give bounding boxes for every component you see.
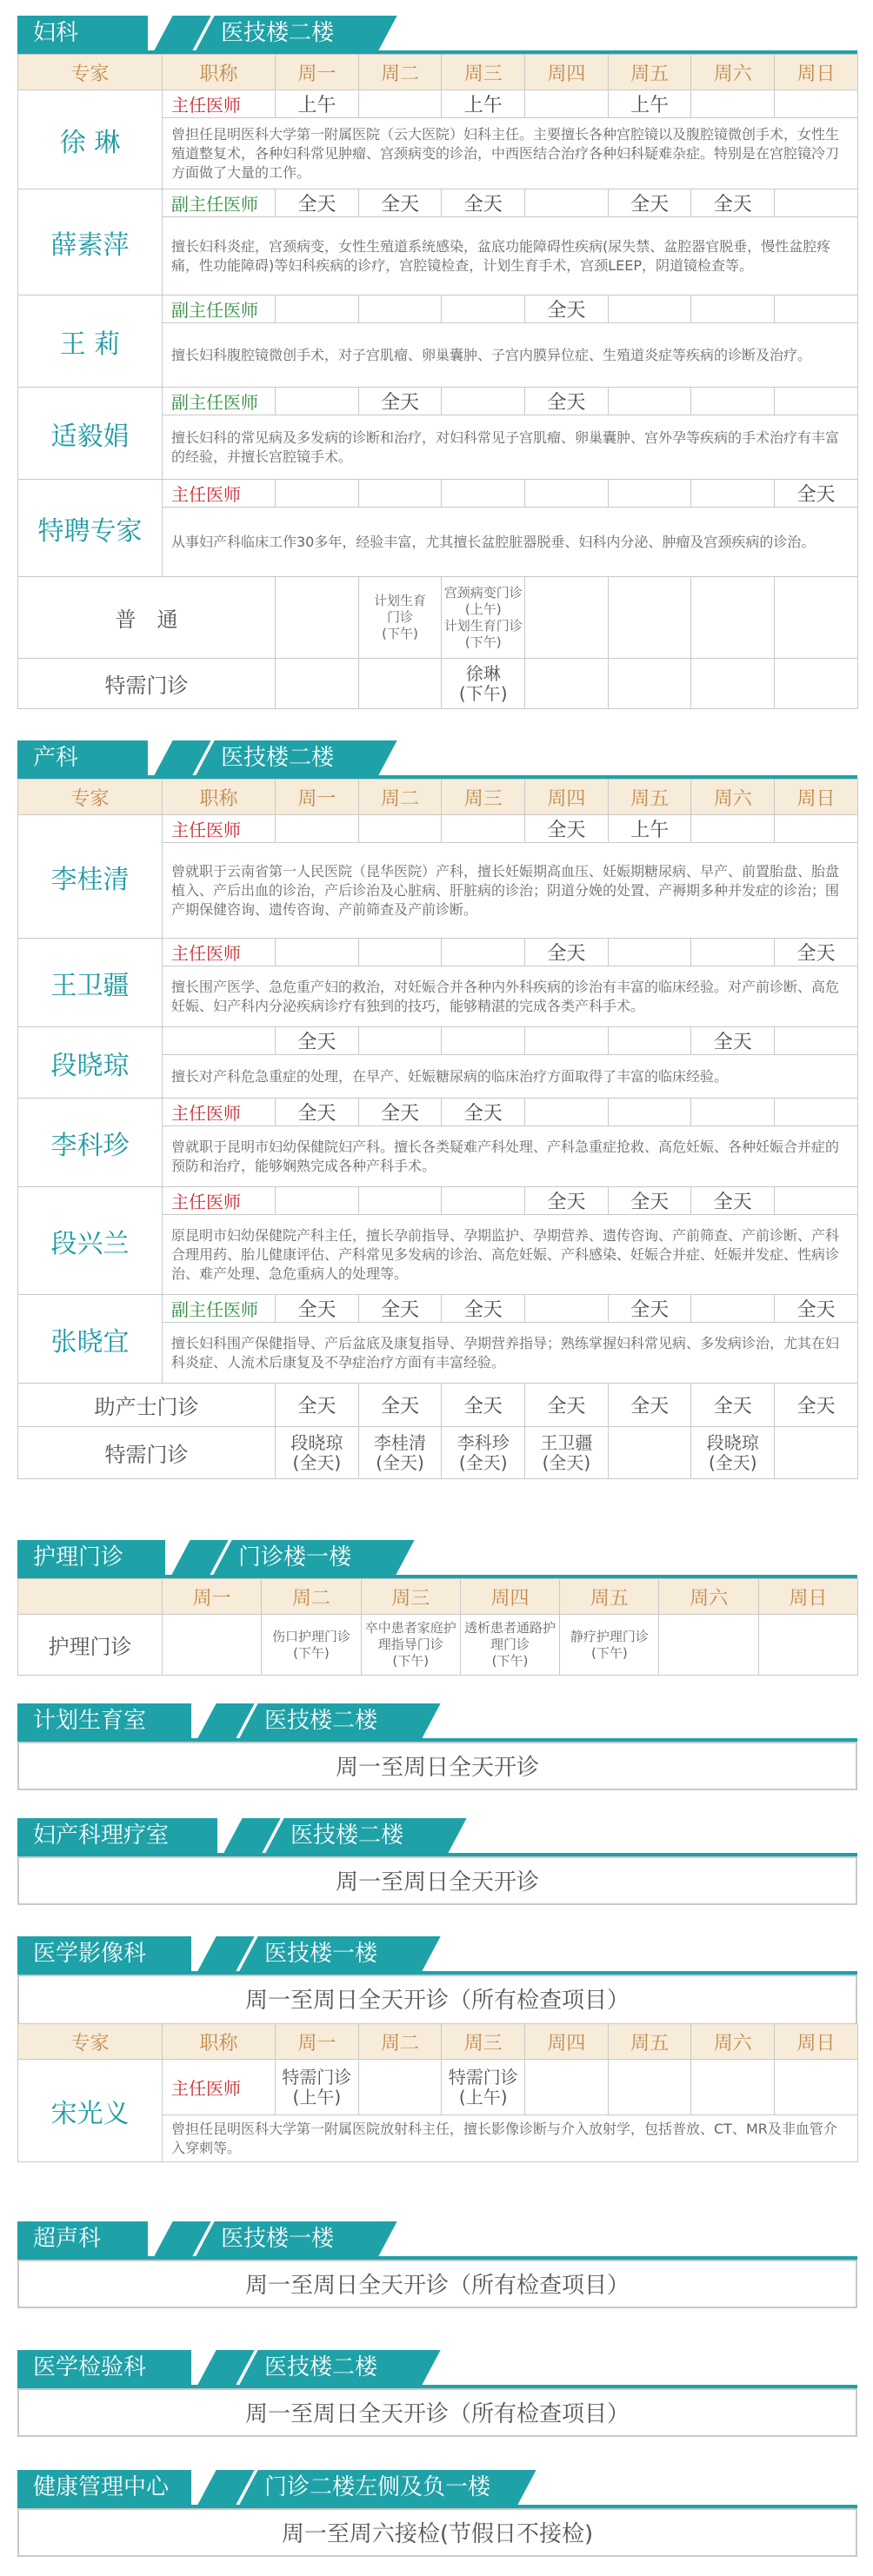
table-cell	[691, 577, 775, 659]
table-cell: 全天	[442, 1295, 525, 1323]
table-row	[18, 939, 858, 966]
section-location: 医技楼一楼	[196, 2221, 397, 2256]
doctor-title: 主任医师	[163, 1099, 276, 1126]
doctor-title: 副主任医师	[163, 1295, 276, 1323]
table-cell	[525, 90, 609, 118]
table-cell	[358, 295, 442, 323]
table-cell: 段晓琼 (全天)	[691, 1427, 775, 1479]
table-cell: 专家	[18, 2024, 163, 2060]
table-cell: 全天	[691, 1384, 775, 1427]
doctor-name: 段兴兰	[18, 1187, 163, 1295]
table-row	[18, 659, 858, 709]
table-cell	[608, 295, 691, 323]
table-cell: 全天	[525, 1384, 609, 1427]
table-cell: 职称	[163, 2024, 276, 2060]
table-cell: 全天	[525, 295, 609, 323]
table-cell: 周五	[608, 55, 691, 90]
table-cell	[442, 295, 525, 323]
doctor-description: 擅长妇科炎症，宫颈病变，女性生殖道系统感染，盆底功能障碍性疾病(尿失禁、盆腔器官脱垂，慢性盆腔疼痛，性功能障碍)等妇科疾病的诊疗，宫腔镜检查，计划生育手术，宫颈LEEP，阴道镜检查等。	[163, 217, 858, 295]
table-cell: 全天	[358, 388, 442, 415]
table-row	[18, 1027, 858, 1055]
section-title: 医学影像科	[17, 1936, 191, 1971]
section-title: 妇产科理疗室	[17, 1818, 217, 1853]
table-cell	[758, 1615, 857, 1676]
section-laboratory	[17, 2350, 857, 2437]
table-cell: 全天	[525, 388, 609, 415]
table-cell: 段晓琼 (全天)	[276, 1427, 359, 1479]
table-header-row	[18, 1579, 858, 1615]
special-clinic-label: 特需门诊	[18, 1427, 276, 1479]
table-cell: 李科珍 (全天)	[442, 1427, 525, 1479]
table-cell	[358, 1027, 442, 1055]
table-cell	[276, 815, 359, 843]
table-cell	[659, 1615, 758, 1676]
table-cell: 周五	[560, 1579, 659, 1615]
section-title: 产科	[17, 740, 148, 775]
table-cell	[775, 1187, 858, 1215]
section-location: 门诊楼一楼	[213, 1540, 414, 1575]
table-cell: 全天	[358, 1099, 442, 1126]
doctor-name: 李桂清	[18, 815, 163, 939]
doctor-description: 擅长妇科围产保健指导、产后盆底及康复指导、孕期营养指导；熟练掌握妇科常见病、多发病诊治，尤其在妇科炎症、人流术后康复及不孕症治疗方面有丰富经验。	[163, 1323, 858, 1384]
doctor-title: 主任医师	[163, 939, 276, 966]
table-cell	[775, 388, 858, 415]
table-cell: 全天	[276, 1099, 359, 1126]
table-cell	[608, 1027, 691, 1055]
doctor-title: 主任医师	[163, 480, 276, 508]
table-cell	[525, 1099, 609, 1126]
gynecology-schedule-table	[17, 54, 858, 709]
section-imaging	[17, 1936, 857, 2162]
table-row	[18, 480, 858, 508]
table-cell: 全天	[775, 480, 858, 508]
table-cell: 全天	[276, 1295, 359, 1323]
table-cell	[691, 939, 775, 966]
table-cell: 全天	[442, 1384, 525, 1427]
table-cell	[276, 480, 359, 508]
table-cell	[691, 295, 775, 323]
section-gynecology	[17, 16, 857, 709]
table-cell	[691, 815, 775, 843]
table-cell	[358, 2060, 442, 2115]
section-title: 健康管理中心	[17, 2470, 191, 2505]
section-location: 医技楼一楼	[239, 1936, 440, 1971]
table-row	[18, 577, 858, 659]
opening-hours: 周一至周日全天开诊	[17, 1742, 857, 1790]
midwife-clinic-label: 助产士门诊	[18, 1384, 276, 1427]
table-cell	[775, 1027, 858, 1055]
table-cell	[525, 577, 609, 659]
table-cell	[525, 1295, 609, 1323]
table-cell	[358, 815, 442, 843]
table-cell: 全天	[691, 1187, 775, 1215]
doctor-title: 主任医师	[163, 1187, 276, 1215]
table-cell	[276, 939, 359, 966]
table-row	[18, 189, 858, 217]
table-cell: 周一	[163, 1579, 262, 1615]
table-cell	[775, 90, 858, 118]
table-cell	[691, 659, 775, 709]
table-cell: 周日	[775, 780, 858, 815]
table-cell	[775, 295, 858, 323]
doctor-description: 曾就职于云南省第一人民医院（昆华医院）产科，擅长妊娠期高血压、妊娠期糖尿病、早产、前置胎盘、胎盘植入、产后出血的诊治，产后诊治及心脏病、肝脏病的诊治；阴道分娩的处置、产褥期多种并发症的诊治；围产期保健咨询、遗传咨询、产前筛查及产前诊断。	[163, 843, 858, 939]
table-cell	[608, 1427, 691, 1479]
table-cell: 全天	[525, 1187, 609, 1215]
table-cell	[358, 90, 442, 118]
table-cell: 全天	[276, 1027, 359, 1055]
doctor-description: 擅长围产医学、急危重产妇的救治，对妊娠合并各种内外科疾病的诊治有丰富的临床经验。对产前诊断、高危妊娠、妇产科内分泌疾病诊疗有独到的技巧，能够精湛的完成各类产科手术。	[163, 966, 858, 1027]
table-cell: 周五	[608, 780, 691, 815]
doctor-name: 王 莉	[18, 295, 163, 388]
table-cell	[525, 659, 609, 709]
table-cell	[442, 1187, 525, 1215]
opening-hours: 周一至周日全天开诊（所有检查项目）	[17, 2260, 857, 2308]
table-cell	[691, 1295, 775, 1323]
table-cell: 静疗护理门诊 (下午)	[560, 1615, 659, 1676]
table-cell: 全天	[525, 939, 609, 966]
table-cell	[18, 1579, 163, 1615]
table-cell	[525, 2060, 609, 2115]
table-cell: 周一	[276, 780, 359, 815]
table-cell: 周三	[442, 780, 525, 815]
doctor-title: 副主任医师	[163, 388, 276, 415]
table-cell: 周日	[775, 2024, 858, 2060]
table-cell: 专家	[18, 780, 163, 815]
doctor-name: 李科珍	[18, 1099, 163, 1187]
doctor-description: 曾就职于昆明市妇幼保健院妇产科。擅长各类疑难产科处理、产科急重症抢救、高危妊娠、各种妊娠合并症的预防和治疗，能够娴熟完成各种产科手术。	[163, 1126, 858, 1187]
table-cell: 全天	[276, 1384, 359, 1427]
table-cell: 周五	[608, 2024, 691, 2060]
doctor-name: 张晓宜	[18, 1295, 163, 1384]
general-clinic-label: 普 通	[18, 577, 276, 659]
table-cell: 计划生育 门诊 (下午)	[358, 577, 442, 659]
section-location: 医技楼二楼	[239, 1703, 440, 1738]
table-cell: 全天	[775, 1384, 858, 1427]
table-cell: 全天	[608, 189, 691, 217]
table-cell: 全天	[276, 189, 359, 217]
table-cell	[775, 189, 858, 217]
section-location: 医技楼二楼	[196, 740, 397, 775]
table-cell: 职称	[163, 780, 276, 815]
table-header-row	[18, 780, 858, 815]
opening-hours: 周一至周六接检(节假日不接检)	[17, 2508, 857, 2557]
doctor-description: 曾担任昆明医科大学第一附属医院放射科主任，擅长影像诊断与介入放射学，包括普放、CT、MR及非血管介入穿刺等。	[163, 2115, 858, 2162]
table-cell	[691, 388, 775, 415]
section-nursing	[17, 1540, 857, 1676]
table-cell: 周六	[691, 55, 775, 90]
section-location: 医技楼二楼	[196, 16, 397, 50]
table-cell	[276, 295, 359, 323]
section-title: 超声科	[17, 2221, 148, 2256]
table-cell: 上午	[276, 90, 359, 118]
section-title: 计划生育室	[17, 1703, 191, 1738]
doctor-description: 擅长对产科危急重症的处理，在早产、妊娠糖尿病的临床治疗方面取得了丰富的临床经验。	[163, 1055, 858, 1099]
table-cell: 周三	[442, 55, 525, 90]
table-cell: 全天	[775, 1295, 858, 1323]
nursing-clinic-label: 护理门诊	[18, 1615, 163, 1676]
table-cell: 全天	[442, 189, 525, 217]
table-cell: 周三	[361, 1579, 460, 1615]
table-cell: 周二	[262, 1579, 361, 1615]
table-row	[18, 1295, 858, 1323]
table-cell	[775, 2060, 858, 2115]
table-cell: 特需门诊 (上午)	[442, 2060, 525, 2115]
table-cell	[775, 1427, 858, 1479]
table-cell	[691, 2060, 775, 2115]
table-cell: 李桂清 (全天)	[358, 1427, 442, 1479]
table-header-row	[18, 55, 858, 90]
table-cell: 职称	[163, 55, 276, 90]
doctor-description: 原昆明市妇幼保健院产科主任，擅长孕前指导、孕期监护、孕期营养、遗传咨询、产前筛查、产前诊断、产科合理用药、胎儿健康评估、产科常见多发病的诊治、高危妊娠、产科感染、妊娠合并症、妊娠并发症、性病诊治、难产处理、急危重病人的处理等。	[163, 1215, 858, 1295]
table-cell	[276, 577, 359, 659]
table-row	[18, 1427, 858, 1479]
table-cell	[358, 659, 442, 709]
table-cell	[358, 939, 442, 966]
table-cell: 全天	[775, 939, 858, 966]
doctor-title: 主任医师	[163, 815, 276, 843]
table-cell	[525, 1027, 609, 1055]
opening-hours: 周一至周日全天开诊	[17, 1856, 857, 1905]
section-obstetrics	[17, 740, 857, 1479]
table-row	[18, 1615, 858, 1676]
section-title: 护理门诊	[17, 1540, 165, 1575]
table-cell	[608, 659, 691, 709]
table-cell	[442, 1027, 525, 1055]
table-cell: 周日	[775, 55, 858, 90]
doctor-title: 主任医师	[163, 90, 276, 118]
table-cell: 伤口护理门诊 (下午)	[262, 1615, 361, 1676]
table-row	[18, 388, 858, 415]
table-cell	[775, 659, 858, 709]
table-cell: 周四	[525, 2024, 609, 2060]
section-health-management	[17, 2470, 857, 2557]
doctor-description: 曾担任昆明医科大学第一附属医院（云大医院）妇科主任。主要擅长各种宫腔镜以及腹腔镜微创手术，女性生殖道整复术，各种妇科常见肿瘤、宫颈病变的诊治，中西医结合治疗各种妇科疑难杂症。特别是在宫腔镜冷刀方面做了大量的工作。	[163, 118, 858, 189]
table-cell: 周二	[358, 2024, 442, 2060]
table-cell: 特需门诊 (上午)	[276, 2060, 359, 2115]
table-cell: 宫颈病变门诊 (上午) 计划生育门诊 (下午)	[442, 577, 525, 659]
table-cell: 全天	[608, 1295, 691, 1323]
table-cell: 全天	[608, 1187, 691, 1215]
table-cell: 周四	[525, 780, 609, 815]
table-cell: 徐琳 (下午)	[442, 659, 525, 709]
table-row	[18, 90, 858, 118]
table-cell: 周日	[758, 1579, 857, 1615]
obstetrics-schedule-table	[17, 779, 858, 1479]
table-cell: 全天	[691, 1027, 775, 1055]
table-cell	[358, 480, 442, 508]
table-cell: 周六	[659, 1579, 758, 1615]
doctor-name: 徐 琳	[18, 90, 163, 189]
section-title: 妇科	[17, 16, 148, 50]
table-cell: 上午	[442, 90, 525, 118]
table-cell	[442, 480, 525, 508]
doctor-title: 副主任医师	[163, 295, 276, 323]
table-cell: 周一	[276, 55, 359, 90]
table-cell	[691, 90, 775, 118]
doctor-title: 副主任医师	[163, 189, 276, 217]
table-cell: 透析患者通路护理门诊 (下午)	[460, 1615, 559, 1676]
table-cell	[775, 815, 858, 843]
table-cell: 王卫疆 (全天)	[525, 1427, 609, 1479]
table-cell	[276, 659, 359, 709]
table-cell	[276, 388, 359, 415]
table-row	[18, 1099, 858, 1126]
section-title: 医学检验科	[17, 2350, 191, 2385]
table-cell	[608, 939, 691, 966]
section-therapy	[17, 1818, 857, 1905]
table-cell: 周四	[525, 55, 609, 90]
table-cell: 全天	[358, 1295, 442, 1323]
doctor-name: 特聘专家	[18, 480, 163, 577]
nursing-schedule-table	[17, 1578, 858, 1676]
table-row	[18, 815, 858, 843]
table-cell: 周一	[276, 2024, 359, 2060]
table-cell	[691, 480, 775, 508]
section-ultrasound	[17, 2221, 857, 2308]
section-location: 医技楼二楼	[239, 2350, 440, 2385]
table-cell	[442, 815, 525, 843]
doctor-description: 擅长妇科的常见病及多发病的诊断和治疗，对妇科常见子宫肌瘤、卵巢囊肿、宫外孕等疾病的手术治疗有丰富的经验，并擅长宫腔镜手术。	[163, 415, 858, 480]
table-cell	[608, 388, 691, 415]
table-cell	[775, 1099, 858, 1126]
table-row	[18, 2060, 858, 2115]
doctor-name: 薛素萍	[18, 189, 163, 295]
doctor-title	[163, 1027, 276, 1055]
opening-hours: 周一至周日全天开诊（所有检查项目）	[17, 1975, 857, 2023]
table-cell: 专家	[18, 55, 163, 90]
table-row	[18, 295, 858, 323]
table-cell: 全天	[691, 189, 775, 217]
table-header-row	[18, 2024, 858, 2060]
table-cell	[608, 2060, 691, 2115]
table-cell: 全天	[358, 189, 442, 217]
table-cell: 卒中患者家庭护理指导门诊 (下午)	[361, 1615, 460, 1676]
doctor-name: 段晓琼	[18, 1027, 163, 1099]
special-clinic-label: 特需门诊	[18, 659, 276, 709]
table-cell	[608, 577, 691, 659]
doctor-name: 适毅娟	[18, 388, 163, 480]
doctor-name: 王卫疆	[18, 939, 163, 1027]
doctor-name: 宋光义	[18, 2060, 163, 2162]
table-cell	[608, 480, 691, 508]
table-cell	[691, 1099, 775, 1126]
table-cell	[525, 480, 609, 508]
doctor-description: 擅长妇科腹腔镜微创手术，对子宫肌瘤、卵巢囊肿、子宫内膜异位症、生殖道炎症等疾病的诊断及治疗。	[163, 323, 858, 388]
table-cell	[442, 388, 525, 415]
table-cell: 周四	[460, 1579, 559, 1615]
table-row	[18, 1187, 858, 1215]
table-cell	[276, 1187, 359, 1215]
table-cell: 上午	[608, 815, 691, 843]
section-location: 门诊二楼左侧及负一楼	[239, 2470, 536, 2505]
table-cell: 全天	[608, 1384, 691, 1427]
section-family-planning	[17, 1703, 857, 1790]
opening-hours: 周一至周日全天开诊（所有检查项目）	[17, 2388, 857, 2437]
table-cell: 周二	[358, 780, 442, 815]
section-location: 医技楼二楼	[265, 1818, 466, 1853]
imaging-schedule-table	[17, 2023, 858, 2162]
table-row	[18, 1384, 858, 1427]
table-cell: 周二	[358, 55, 442, 90]
table-cell	[525, 189, 609, 217]
doctor-description: 从事妇产科临床工作30多年，经验丰富，尤其擅长盆腔脏器脱垂、妇科内分泌、肿瘤及宫颈疾病的诊治。	[163, 508, 858, 577]
table-cell	[358, 1187, 442, 1215]
table-cell	[608, 1099, 691, 1126]
table-cell: 上午	[608, 90, 691, 118]
table-cell: 周六	[691, 780, 775, 815]
table-cell: 周三	[442, 2024, 525, 2060]
table-cell: 全天	[358, 1384, 442, 1427]
table-cell: 全天	[525, 815, 609, 843]
table-cell	[775, 577, 858, 659]
table-cell: 周六	[691, 2024, 775, 2060]
table-cell	[442, 939, 525, 966]
doctor-title: 主任医师	[163, 2060, 276, 2115]
table-cell	[163, 1615, 262, 1676]
table-cell: 全天	[442, 1099, 525, 1126]
